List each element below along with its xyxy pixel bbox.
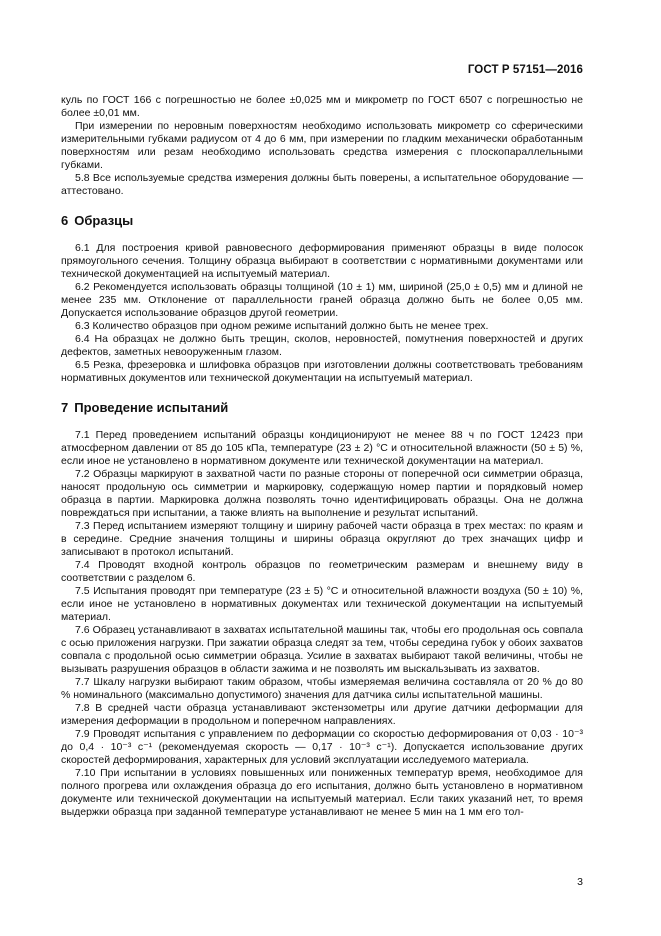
paragraph-6-5: 6.5 Резка, фрезеровка и шлифовка образцов при изготовлении должны соответствовать требованиям нормативных документов или технической документации на испытуемый материал. bbox=[61, 359, 583, 384]
paragraph-7-2: 7.2 Образцы маркируют в захватной части по разные стороны от поперечной оси симметрии образца, наносят продольную ось симметрии и маркировку, содержащую номер партии и порядковый номер образца в партии. Маркировка должна позволять точно идентифицировать образцы. Она не должна повреждаться при испытании, а также влиять на выполнение и результат испытаний. bbox=[61, 468, 583, 519]
paragraph-6-1: 6.1 Для построения кривой равновесного деформирования применяют образцы в виде полосок прямоугольного сечения. Толщину образца выбирают в соответствии с нормативными документами или технической документацией на испытуемый материал. bbox=[61, 242, 583, 280]
paragraph-continuation: куль по ГОСТ 166 с погрешностью не более ±0,025 мм и микрометр по ГОСТ 6507 с погрешностью не более ±0,01 мм. bbox=[61, 94, 583, 119]
paragraph-7-10: 7.10 При испытании в условиях повышенных или пониженных температур время, необходимое для полного прогрева или охлаждения образца до его испытания, должно быть установлено в нормативном документе или технической документации на испытуемый материал. Если таких указаний нет, то время выдержки образца при заданной температуре устанавливают не менее 5 мин на 1 мм его тол- bbox=[61, 767, 583, 818]
section-6-title: Образцы bbox=[74, 213, 134, 228]
paragraph-7-9: 7.9 Проводят испытания с управлением по деформации со скоростью деформирования от 0,03 · 10⁻³ до 0,4 · 10⁻³ с⁻¹ (рекомендуемая скорость — 0,17 · 10⁻³ с⁻¹). Допускается использование других скоростей деформирования, характерных для условий эксплуатации исследуемого материала. bbox=[61, 728, 583, 766]
paragraph-7-6: 7.6 Образец устанавливают в захватах испытательной машины так, чтобы его продольная ось совпала с осью приложения нагрузки. При зажатии образца следят за тем, чтобы середина губок у обоих захватов совпала с продольной осью симметрии образца. Усилие в захватах выбирают такой величины, чтобы не вызывать разрушения образцов в области зажима и не позволять им выскальзывать из захватов. bbox=[61, 624, 583, 675]
paragraph-7-4: 7.4 Проводят входной контроль образцов по геометрическим размерам и внешнему виду в соответствии с разделом 6. bbox=[61, 559, 583, 584]
paragraph-6-2: 6.2 Рекомендуется использовать образцы толщиной (10 ± 1) мм, шириной (25,0 ± 0,5) мм и длиной не менее 235 мм. Отклонение от параллельности граней образца должно быть не более 0,05 мм. Допускается использование образцов другой геометрии. bbox=[61, 281, 583, 319]
paragraph-7-1: 7.1 Перед проведением испытаний образцы кондиционируют не менее 88 ч по ГОСТ 12423 при атмосферном давлении от 85 до 105 кПа, температуре (23 ± 2) °С и относительной влажности (50 ± 5) %, если иное не установлено в нормативном документе или технической документации на материал. bbox=[61, 429, 583, 467]
section-7-number: 7 bbox=[61, 400, 69, 415]
paragraph-6-3: 6.3 Количество образцов при одном режиме испытаний должно быть не менее трех. bbox=[75, 320, 489, 332]
page-number: 3 bbox=[577, 876, 583, 888]
paragraph-5-8: 5.8 Все используемые средства измерения должны быть поверены, а испытательное оборудование — аттестовано. bbox=[61, 172, 583, 197]
paragraph-7-8: 7.8 В средней части образца устанавливают экстензометры или другие датчики деформации для измерения деформации в продольном и поперечном направлениях. bbox=[61, 702, 583, 727]
standard-header: ГОСТ Р 57151—2016 bbox=[467, 64, 583, 76]
document-body bbox=[61, 94, 583, 819]
paragraph-measurement-note: При измерении по неровным поверхностям необходимо использовать микрометр со сферическими измерительными губками радиусом от 4 до 6 мм, при измерении по гладким механически обработанным поверхностям или резам необходимо использовать средства измерения с плоскопараллельными губками. bbox=[61, 120, 583, 171]
section-6-heading bbox=[61, 213, 583, 229]
paragraph-6-4: 6.4 На образцах не должно быть трещин, сколов, неровностей, помутнения поверхностей и других дефектов, заметных невооруженным глазом. bbox=[61, 333, 583, 358]
paragraph-7-3: 7.3 Перед испытанием измеряют толщину и ширину рабочей части образца в трех местах: по краям и в середине. Средние значения толщины и ширины образца округляют до трех значащих цифр и записывают в протокол испытаний. bbox=[61, 520, 583, 558]
section-7-title: Проведение испытаний bbox=[74, 400, 229, 415]
section-7-heading bbox=[61, 400, 583, 416]
paragraph-7-7: 7.7 Шкалу нагрузки выбирают таким образом, чтобы измеряемая величина составляла от 20 % до 80 % номинального (максимально допустимого) значения для датчика силы испытательной машины. bbox=[61, 676, 583, 701]
paragraph-7-5: 7.5 Испытания проводят при температуре (23 ± 5) °С и относительной влажности воздуха (50 ± 10) %, если иное не установлено в нормативных документах или технической документации на испытуемый материал. bbox=[61, 585, 583, 623]
section-6-number: 6 bbox=[61, 213, 69, 228]
